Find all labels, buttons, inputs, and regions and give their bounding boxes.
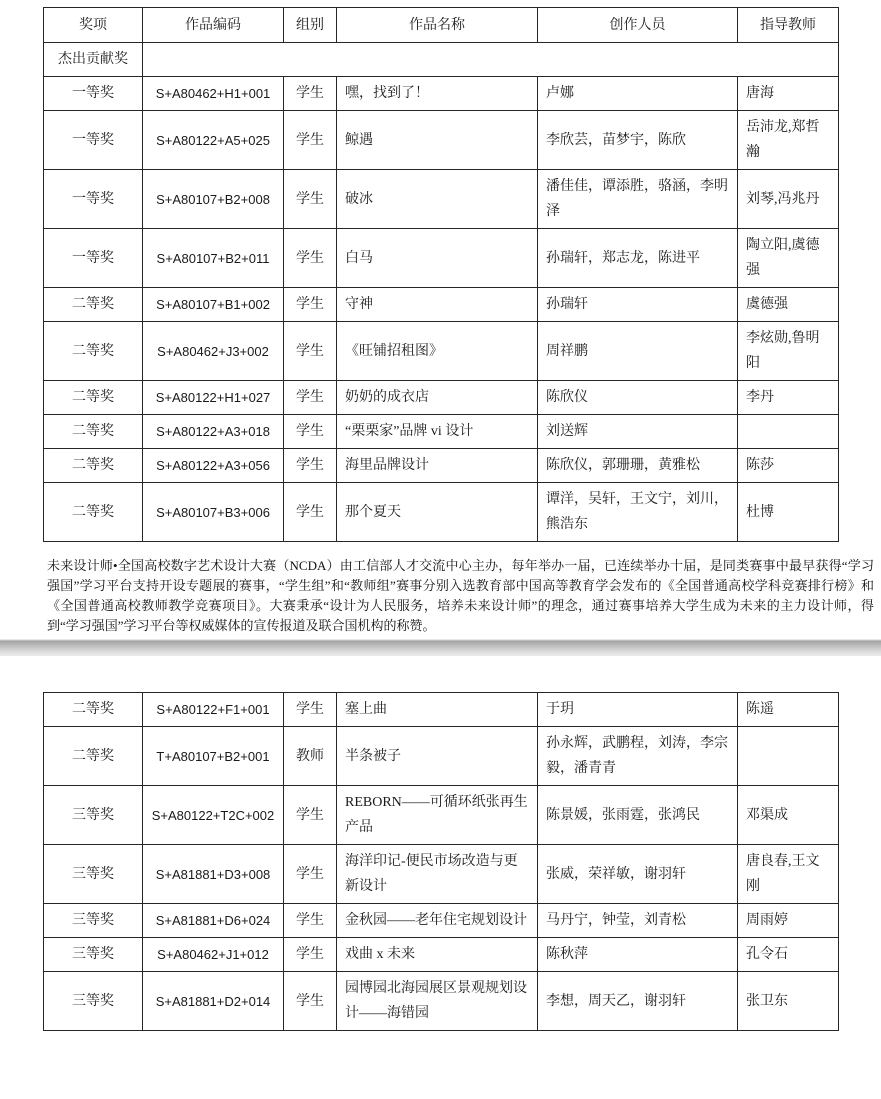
cell-award: 二等奖 xyxy=(44,381,143,415)
cell-teachers: 唐海 xyxy=(738,77,839,111)
cell-group: 学生 xyxy=(284,449,337,483)
cell-group: 学生 xyxy=(284,381,337,415)
cell-title: 金秋园——老年住宅规划设计 xyxy=(337,904,538,938)
cell-title: 海里品牌设计 xyxy=(337,449,538,483)
cell-teachers: 杜博 xyxy=(738,483,839,542)
cell-title: 塞上曲 xyxy=(337,693,538,727)
cell-creators: 周祥鹏 xyxy=(538,322,738,381)
cell-teachers: 陶立阳,虞德强 xyxy=(738,229,839,288)
cell-group: 学生 xyxy=(284,483,337,542)
cell-code: S+A80122+A3+056 xyxy=(143,449,284,483)
table-row xyxy=(44,288,839,322)
table-row xyxy=(44,449,839,483)
column-header-code: 作品编码 xyxy=(143,8,284,43)
table-row xyxy=(44,111,839,170)
cell-award: 三等奖 xyxy=(44,938,143,972)
cell-award: 二等奖 xyxy=(44,693,143,727)
cell-title: 嘿，找到了！ xyxy=(337,77,538,111)
cell-award: 一等奖 xyxy=(44,229,143,288)
cell-group: 学生 xyxy=(284,77,337,111)
table-header-row xyxy=(44,8,839,43)
cell-code: S+A80122+T2C+002 xyxy=(143,786,284,845)
cell-creators: 陈秋萍 xyxy=(538,938,738,972)
table-row xyxy=(44,727,839,786)
cell-creators: 谭洋，吴轩，王文宁，刘川，熊浩东 xyxy=(538,483,738,542)
cell-award: 一等奖 xyxy=(44,170,143,229)
cell-group: 学生 xyxy=(284,415,337,449)
cell-award: 一等奖 xyxy=(44,77,143,111)
cell-teachers: 孔令石 xyxy=(738,938,839,972)
table-row xyxy=(44,415,839,449)
cell-special-award: 杰出贡献奖 xyxy=(44,43,143,77)
cell-award: 三等奖 xyxy=(44,845,143,904)
cell-award: 三等奖 xyxy=(44,972,143,1031)
cell-title: 破冰 xyxy=(337,170,538,229)
cell-code: S+A81881+D6+024 xyxy=(143,904,284,938)
cell-teachers: 唐良春,王文刚 xyxy=(738,845,839,904)
table-row xyxy=(44,483,839,542)
cell-group: 学生 xyxy=(284,972,337,1031)
cell-teachers: 李炫勋,鲁明阳 xyxy=(738,322,839,381)
cell-group: 学生 xyxy=(284,845,337,904)
cell-creators: 陈欣仪，郭珊珊，黄雅松 xyxy=(538,449,738,483)
cell-teachers: 周雨婷 xyxy=(738,904,839,938)
cell-group: 学生 xyxy=(284,904,337,938)
cell-group: 学生 xyxy=(284,938,337,972)
table-row xyxy=(44,938,839,972)
cell-code: S+A81881+D2+014 xyxy=(143,972,284,1031)
table-row xyxy=(44,77,839,111)
cell-code: S+A80122+A3+018 xyxy=(143,415,284,449)
table-row xyxy=(44,381,839,415)
cell-teachers: 虞德强 xyxy=(738,288,839,322)
cell-title: 园博园北海园展区景观规划设计——海错园 xyxy=(337,972,538,1031)
column-header-award: 奖项 xyxy=(44,8,143,43)
cell-teachers xyxy=(738,415,839,449)
cell-teachers: 李丹 xyxy=(738,381,839,415)
cell-group: 学生 xyxy=(284,786,337,845)
cell-group: 学生 xyxy=(284,170,337,229)
cell-award: 一等奖 xyxy=(44,111,143,170)
table-row xyxy=(44,229,839,288)
cell-creators: 潘佳佳，谭添胜，骆涵，李明泽 xyxy=(538,170,738,229)
cell-group: 学生 xyxy=(284,322,337,381)
cell-creators: 李想，周天乙，谢羽轩 xyxy=(538,972,738,1031)
cell-award: 二等奖 xyxy=(44,288,143,322)
cell-title: 戏曲 x 未来 xyxy=(337,938,538,972)
cell-teachers: 张卫东 xyxy=(738,972,839,1031)
cell-creators: 卢娜 xyxy=(538,77,738,111)
cell-title: 那个夏天 xyxy=(337,483,538,542)
cell-title: 鲸遇 xyxy=(337,111,538,170)
cell-creators: 陈景媛，张雨霆，张鸿民 xyxy=(538,786,738,845)
cell-title: 白马 xyxy=(337,229,538,288)
cell-creators: 刘送辉 xyxy=(538,415,738,449)
cell-title: “栗栗家”品牌 vi 设计 xyxy=(337,415,538,449)
table-row xyxy=(44,170,839,229)
awards-table-page1 xyxy=(43,7,839,542)
special-award-row xyxy=(44,43,839,77)
cell-award: 二等奖 xyxy=(44,322,143,381)
cell-code: S+A80107+B3+006 xyxy=(143,483,284,542)
cell-code: S+A81881+D3+008 xyxy=(143,845,284,904)
cell-group: 教师 xyxy=(284,727,337,786)
cell-award: 三等奖 xyxy=(44,904,143,938)
cell-creators: 于玥 xyxy=(538,693,738,727)
cell-teachers: 刘琴,冯兆丹 xyxy=(738,170,839,229)
cell-creators: 孙瑞轩，郑志龙，陈进平 xyxy=(538,229,738,288)
cell-teachers: 陈莎 xyxy=(738,449,839,483)
cell-title: 半条被子 xyxy=(337,727,538,786)
cell-code: S+A80107+B2+008 xyxy=(143,170,284,229)
cell-teachers xyxy=(738,727,839,786)
cell-award: 二等奖 xyxy=(44,415,143,449)
cell-code: S+A80462+J1+012 xyxy=(143,938,284,972)
column-header-title: 作品名称 xyxy=(337,8,538,43)
cell-group: 学生 xyxy=(284,693,337,727)
column-header-creators: 创作人员 xyxy=(538,8,738,43)
cell-award: 二等奖 xyxy=(44,483,143,542)
cell-title: 奶奶的成衣店 xyxy=(337,381,538,415)
cell-title: 守神 xyxy=(337,288,538,322)
page-break-divider xyxy=(0,639,881,656)
cell-title: 海洋印记-便民市场改造与更新设计 xyxy=(337,845,538,904)
cell-creators: 陈欣仪 xyxy=(538,381,738,415)
cell-teachers: 陈遥 xyxy=(738,693,839,727)
cell-creators: 马丹宁，钟莹，刘青松 xyxy=(538,904,738,938)
table-row xyxy=(44,845,839,904)
table-row xyxy=(44,693,839,727)
table-row xyxy=(44,972,839,1031)
cell-creators: 李欣芸，苗梦宇，陈欣 xyxy=(538,111,738,170)
cell-code: T+A80107+B2+001 xyxy=(143,727,284,786)
cell-code: S+A80122+A5+025 xyxy=(143,111,284,170)
cell-award: 二等奖 xyxy=(44,727,143,786)
cell-code: S+A80462+H1+001 xyxy=(143,77,284,111)
cell-creators: 孙永辉，武鹏程，刘涛，李宗毅，潘青青 xyxy=(538,727,738,786)
competition-description: 未来设计师•全国高校数字艺术设计大赛（NCDA）由工信部人才交流中心主办，每年举办一届，已连续举办十届，是同类赛事中最早获得“学习强国”学习平台支持开设专题展的赛事，“学生组”和“教师组”赛事分别入选教育部中国高等教育学会发布的《全国普通高校学科竞赛排行榜》和《全国普通高校教师教学竞赛项目》。大赛秉承“设计为人民服务，培养未来设计师”的理念，通过赛事培养大学生成为未来的主力设计师，得到“学习强国”学习平台等权威媒体的宣传报道及联合国机构的称赞。 xyxy=(47,558,874,633)
table-row xyxy=(44,786,839,845)
cell-group: 学生 xyxy=(284,288,337,322)
cell-code: S+A80107+B2+011 xyxy=(143,229,284,288)
column-header-teachers: 指导教师 xyxy=(738,8,839,43)
cell-title: 《旺铺招租图》 xyxy=(337,322,538,381)
cell-group: 学生 xyxy=(284,229,337,288)
column-header-group: 组别 xyxy=(284,8,337,43)
cell-award: 三等奖 xyxy=(44,786,143,845)
cell-creators: 张威，荣祥敏，谢羽轩 xyxy=(538,845,738,904)
awards-table-page2 xyxy=(43,692,839,1031)
cell-code: S+A80107+B1+002 xyxy=(143,288,284,322)
cell-creators: 孙瑞轩 xyxy=(538,288,738,322)
cell-title: REBORN——可循环纸张再生产品 xyxy=(337,786,538,845)
cell-code: S+A80462+J3+002 xyxy=(143,322,284,381)
cell-award: 二等奖 xyxy=(44,449,143,483)
cell-code: S+A80122+H1+027 xyxy=(143,381,284,415)
cell-teachers: 邓渠成 xyxy=(738,786,839,845)
merged-empty-cell xyxy=(143,43,839,77)
cell-teachers: 岳沛龙,郑哲瀚 xyxy=(738,111,839,170)
table-row xyxy=(44,904,839,938)
cell-group: 学生 xyxy=(284,111,337,170)
cell-code: S+A80122+F1+001 xyxy=(143,693,284,727)
table-row xyxy=(44,322,839,381)
